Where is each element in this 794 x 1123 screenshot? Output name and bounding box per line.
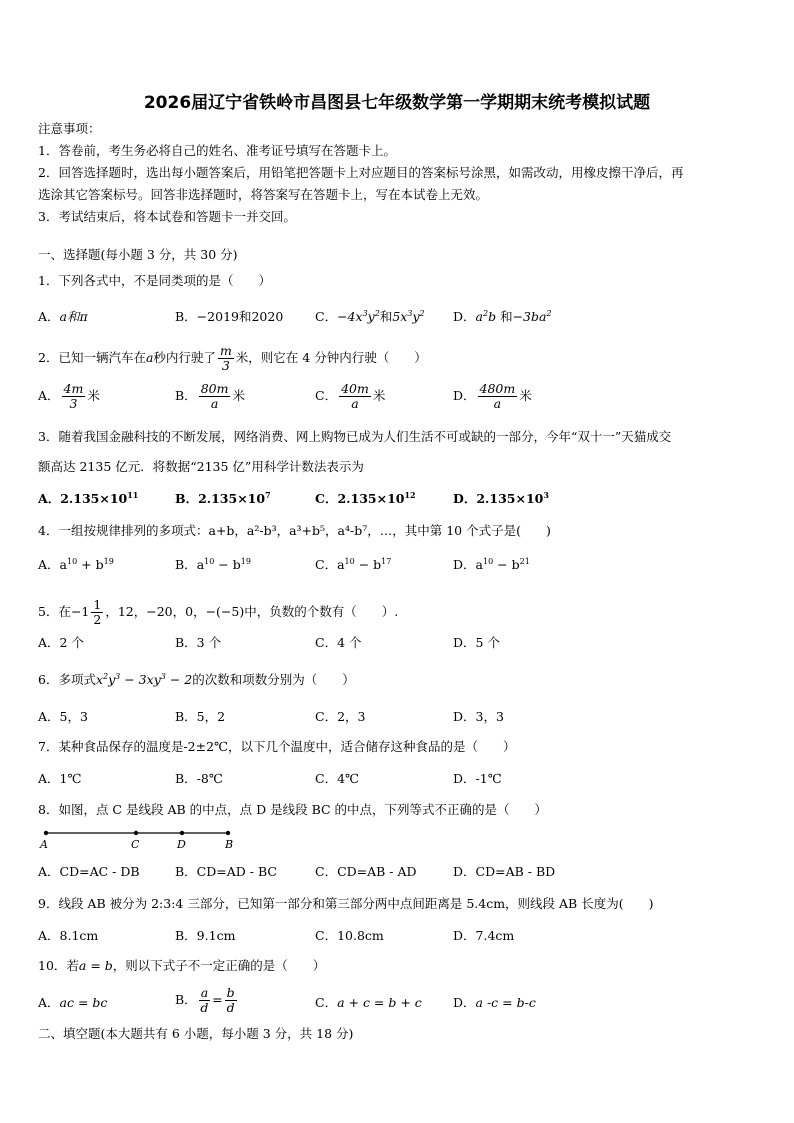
q6-option-b: B．5，2 (175, 709, 226, 724)
q10-option-b: B． $\frac{a}{d}$ = $\frac{b}{d}$ (175, 985, 235, 1015)
label-d: D (177, 838, 186, 851)
q10-option-c: C．a + c = b + c (315, 995, 422, 1010)
q8-option-a: A．CD=AC - DB (38, 864, 140, 879)
q2-option-b: B． $\frac{80m}{a}$ 米 (175, 381, 245, 411)
q6-option-a: A．5，3 (38, 709, 88, 724)
q9-option-d: D．7.4cm (453, 928, 515, 943)
q8-option-b: B．CD=AD - BC (175, 864, 277, 879)
q2-stem: 2．已知一辆汽车在a秒内行驶了 $\frac{m}{3}$ 米，则它在 4 分钟内行驶（ ） (38, 343, 427, 373)
q5-option-d: D．5 个 (453, 635, 500, 650)
q9-option-c: C．10.8cm (315, 928, 384, 943)
notice-item-2: 2．回答选择题时，选出每小题答案后，用铅笔把答题卡上对应题目的答案标号涂黑，如需改动，用橡皮擦干净后，再 (38, 165, 684, 180)
q4-option-c: C．$a^{10} - b^{17}$ (315, 556, 392, 572)
page-title: 2026届辽宁省铁岭市昌图县七年级数学第一学期期末统考模拟试题 (143, 93, 651, 113)
q1-option-c: C．$-4x^3y^2$和$5x^3y^2$ (315, 308, 425, 324)
q5-option-b: B．3 个 (175, 635, 222, 650)
q9-option-b: B．9.1cm (175, 928, 236, 943)
q3-option-b: B．$2.135\times 10^7$ (175, 489, 271, 506)
section-2-heading: 二、填空题(本大题共有 6 小题，每小题 3 分，共 18 分) (38, 1026, 354, 1041)
q5-option-c: C．4 个 (315, 635, 362, 650)
notice-item-3: 3．考试结束后，将本试卷和答题卡一并交回。 (38, 209, 296, 224)
q3-stem-line1: 3．随着我国金融科技的不断发展，网络消费、网上购物已成为人们生活不可或缺的一部分，今年“双十一”天猫成交 (38, 429, 672, 444)
q2-option-c: C． $\frac{40m}{a}$ 米 (315, 381, 386, 411)
q1-option-d: D．$a^2b$ 和$-3ba^2$ (453, 308, 552, 324)
q7-stem: 7．某种食品保存的温度是-2±2℃，以下几个温度中，适合储存这种食品的是（ ） (38, 739, 516, 754)
q2-option-d: D． $\frac{480m}{a}$ 米 (453, 381, 532, 411)
label-c: C (131, 838, 140, 851)
q1-option-a: A．a和π (38, 309, 88, 324)
q7-option-c: C．4℃ (315, 771, 360, 786)
q5-option-a: A．2 个 (38, 635, 84, 650)
q8-option-c: C．CD=AB - AD (315, 864, 417, 879)
q9-stem: 9．线段 AB 被分为 2:3:4 三部分，已知第一部分和第三部分两中点间距离是 5.4cm，则线段 AB 长度为( ) (38, 896, 654, 911)
q8-segment-figure (36, 826, 236, 852)
notice-heading: 注意事项： (38, 121, 101, 136)
q2-option-a: A． $\frac{4m}{3}$ 米 (38, 381, 100, 411)
label-a: A (40, 838, 48, 851)
q8-stem: 8．如图，点 C 是线段 AB 的中点，点 D 是线段 BC 的中点，下列等式不正确的是（ ） (38, 802, 548, 817)
notice-item-2-cont: 选涂其它答案标号。回答非选择题时，将答案写在答题卡上，写在本试卷上无效。 (38, 187, 489, 202)
point-a (44, 831, 48, 835)
q6-stem: 6．多项式$x^2y^3 - 3xy^3 - 2$的次数和项数分别为（ ） (38, 671, 355, 687)
q1-stem: 1．下列各式中，不是同类项的是（ ） (38, 273, 271, 288)
q4-option-b: B．$a^{10} - b^{19}$ (175, 556, 251, 572)
q8-option-d: D．CD=AB - BD (453, 864, 556, 879)
notice-item-1: 1．答卷前，考生务必将自己的姓名、准考证号填写在答题卡上。 (38, 143, 396, 158)
q1-option-b: B．−2019和2020 (175, 309, 284, 324)
q6-option-d: D．3，3 (453, 709, 504, 724)
q5-stem: 5．在−1 $\frac{1}{2}$ ，12，−20，0，−(−5)中，负数的个数有（ ）. (38, 597, 399, 627)
q10-option-a: A．ac = bc (38, 995, 108, 1010)
q10-option-d: D．a -c = b-c (453, 995, 536, 1010)
label-b: B (225, 838, 234, 851)
q4-stem: 4．一组按规律排列的多项式：a+b，a²-b³，a³+b⁵，a⁴-b⁷，…，其中第 10 个式子是( ) (38, 523, 551, 538)
q4-option-d: D．$a^{10} - b^{21}$ (453, 556, 530, 572)
q9-option-a: A．8.1cm (38, 928, 99, 943)
q3-option-d: D．$2.135\times 10^3$ (453, 489, 549, 506)
q7-option-b: B．-8℃ (175, 771, 223, 786)
q3-option-c: C．$2.135\times 10^{12}$ (315, 489, 416, 506)
q4-option-a: A．$a^{10} + b^{19}$ (38, 556, 114, 572)
q7-option-a: A．1℃ (38, 771, 82, 786)
section-1-heading: 一、选择题(每小题 3 分，共 30 分) (38, 247, 238, 262)
q3-option-a: A．$2.135\times 10^{11}$ (38, 489, 139, 506)
q10-stem: 10．若a = b，则以下式子不一定正确的是（ ） (38, 958, 326, 973)
q6-option-c: C．2，3 (315, 709, 366, 724)
point-d (180, 831, 184, 835)
point-b (226, 831, 230, 835)
q7-option-d: D．-1℃ (453, 771, 502, 786)
q3-stem-line2: 额高达 2135 亿元．将数据“2135 亿”用科学计数法表示为 (38, 459, 364, 474)
point-c (134, 831, 138, 835)
